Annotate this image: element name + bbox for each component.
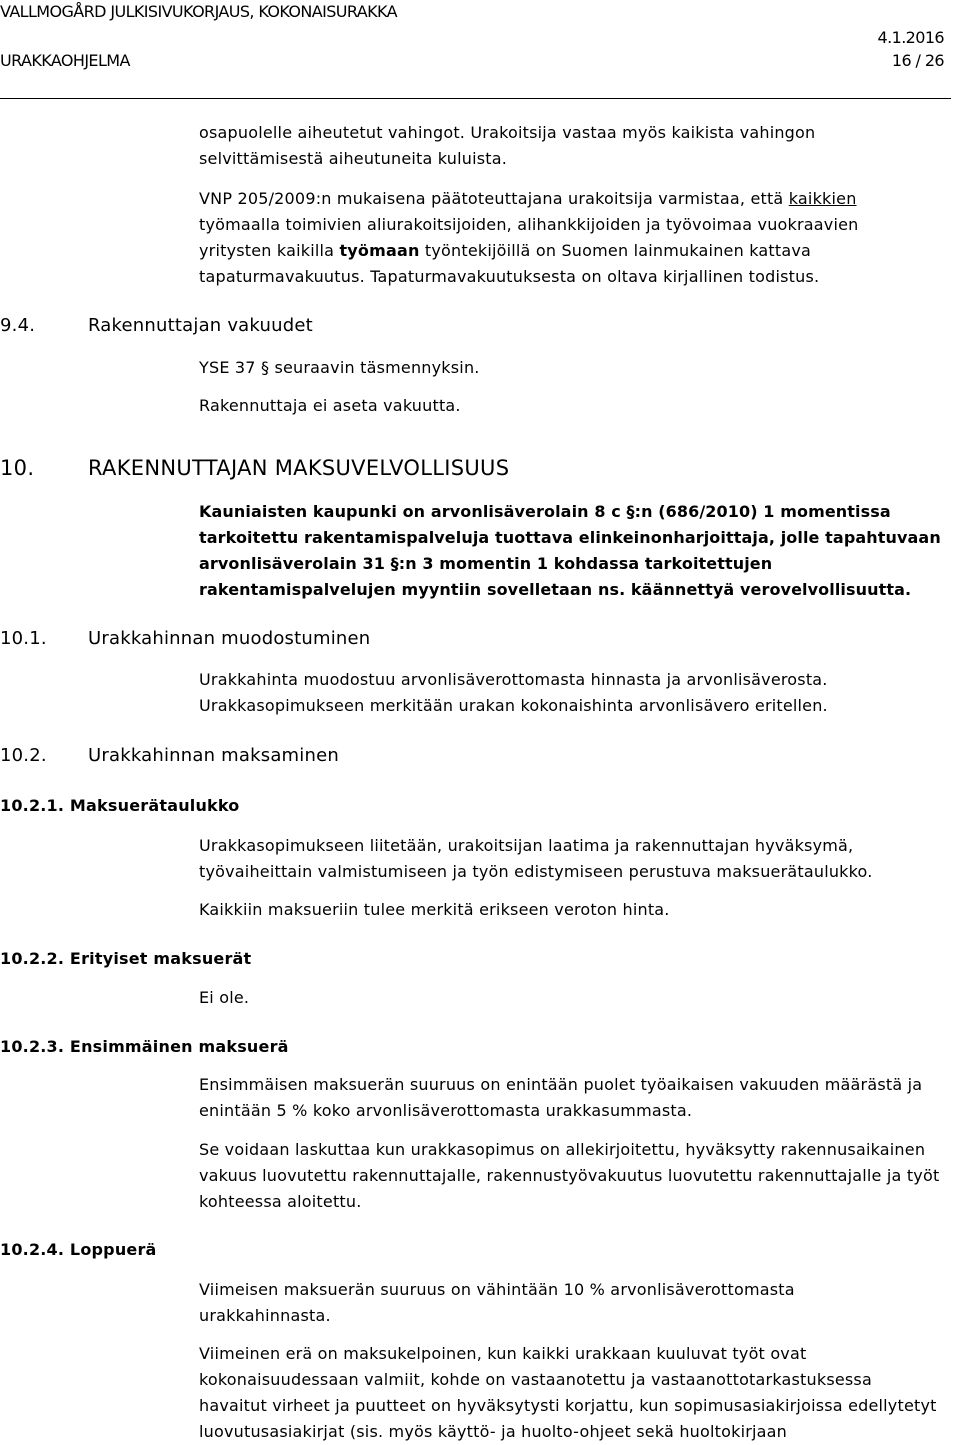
header-divider [0,98,951,99]
sec-10-1-paragraph: Urakkahinta muodostuu arvonlisäverottomasta hinnasta ja arvonlisäverosta. Urakkasopimukseen merkitään urakan kokonaishinta arvonlisävero eritellen. [199,670,828,715]
section-title: Urakkahinnan muodostuminen [88,628,371,649]
header-page-number: 16 / 26 [891,51,944,70]
section-number: 10.1. [0,628,47,649]
sec-10-2-1-paragraph-2: Kaikkiin maksueriin tulee merkitä erikseen veroton hinta. [199,900,670,919]
continuation-line-2: selvittämisestä aiheutuneita kuluista. [199,149,508,168]
vnp-underlined-text: kaikkien [788,189,857,208]
section-10-2-1-heading: 10.2.1. Maksuerätaulukko [0,796,240,815]
section-10-2-3-heading: 10.2.3. Ensimmäinen maksuerä [0,1037,289,1056]
paragraph-continuation [199,120,899,172]
vnp-bold-text: työmaan [339,241,420,260]
header-project: VALLMOGÅRD JULKISIVUKORJAUS, KOKONAISURAKKA [0,2,397,21]
sec-10-2-3-paragraph-1: Ensimmäisen maksuerän suuruus on enintään puolet työaikaisen vakuuden määrästä ja enintään 5 % koko arvonlisäverottomasta urakkasummasta. [199,1075,923,1120]
vnp-text-1: VNP 205/2009:n mukaisena päätoteuttajana urakoitsija varmistaa, että [199,189,789,208]
continuation-line-1: osapuolelle aiheutetut vahingot. Urakoitsija vastaa myös kaikista vahingon [199,123,816,142]
section-title: RAKENNUTTAJAN MAKSUVELVOLLISUUS [88,456,510,480]
section-title: Urakkahinnan maksaminen [88,745,339,766]
sec-9-4-paragraph-2: Rakennuttaja ei aseta vakuutta. [199,396,461,415]
section-number: 9.4. [0,315,36,336]
section-title: Rakennuttajan vakuudet [88,315,313,336]
sec-10-2-4-paragraph-2: Viimeinen erä on maksukelpoinen, kun kaikki urakkaan kuuluvat työt ovat kokonaisuudessaan valmiit, kohde on vastaanotettu ja vastaanottotarkastuksessa havaitut virheet ja puutteet on hyväksytysti korjattu, kun sopimusasiakirjoissa edellytetyt luovutusasiakirjat (sis. myös käyttö- ja huolto-ohjeet sekä huoltokirjaan [199,1344,937,1441]
sec-10-2-3-paragraph-2: Se voidaan laskuttaa kun urakkasopimus on allekirjoitettu, hyväksytty rakennusaikainen vakuus luovutettu rakennuttajalle, rakennustyövakuutus luovutettu rakennuttajalle ja työt kohteessa aloitettu. [199,1140,940,1211]
section-10-2-2-heading: 10.2.2. Erityiset maksuerät [0,949,252,968]
sec-9-4-paragraph-1: YSE 37 § seuraavin täsmennyksin. [199,358,480,377]
section-number: 10. [0,456,35,480]
vnp-text-3: työntekijöillä on Suomen lainmukainen kattava tapaturmavakuutus. Tapaturmavakuutuksesta on oltava kirjallinen todistus. [199,241,820,286]
sec-10-vat-paragraph: Kauniaisten kaupunki on arvonlisäverolain 8 c §:n (686/2010) 1 momentissa tarkoitettu rakentamispalveluja tuottava elinkeinonharjoittaja, jolle tapahtuvaan arvonlisäverolain 31 §:n 3 momentin 1 kohdassa tarkoitettujen rakentamispalvelujen myyntiin sovelletaan ns. käännettyä verovelvollisuutta. [199,502,941,599]
sec-10-2-1-paragraph-1: Urakkasopimukseen liitetään, urakoitsijan laatima ja rakennuttajan hyväksymä, työvaiheittain valmistumiseen ja työn edistymiseen perustuva maksuerätaulukko. [199,836,873,881]
sec-10-2-4-paragraph-1: Viimeisen maksuerän suuruus on vähintään 10 % arvonlisäverottomasta urakkahinnasta. [199,1280,795,1325]
section-10-2-4-heading: 10.2.4. Loppuerä [0,1240,157,1259]
vnp-text-2: työmaalla toimivien aliurakoitsijoiden, alihankkijoiden ja työvoimaa vuokraavien yritysten kaikilla [199,215,859,260]
header-doc-title: URAKKAOHJELMA [0,51,130,70]
section-number: 10.2. [0,745,47,766]
paragraph-vnp [199,186,909,290]
sec-10-2-2-paragraph: Ei ole. [199,988,250,1007]
header-date: 4.1.2016 [877,28,944,47]
